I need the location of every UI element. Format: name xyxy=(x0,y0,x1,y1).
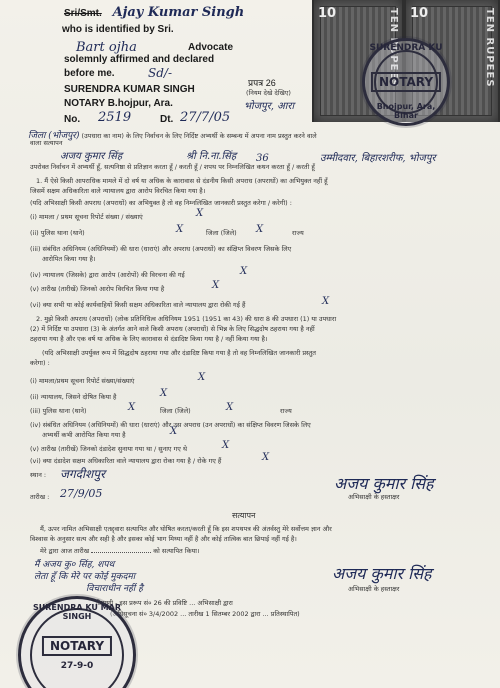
para-2e: करेगा) : xyxy=(30,359,50,367)
rule-ref: (नियम देखे देखिए) xyxy=(246,89,291,97)
handwritten-note-3: विचाराधीन नहीं है xyxy=(86,584,143,594)
notary-seal-top xyxy=(362,38,450,126)
x-mark: X xyxy=(198,372,206,383)
sub-item-iv: (iv) संबंधित अधिनियम (अधिनियमों) की धारा (धाराएं) और उस अपराध (उन अपराधों) का संक्षिप्त विवरण जिसके लिए xyxy=(30,421,311,429)
hand-candidate: जिला (भोजपुर) xyxy=(28,131,80,141)
para-1c: (यदि अभिसाक्षी किसी अपराध (अपराधों) का अभियुक्त है तो वह निम्नलिखित जानकारी प्रस्तुत करेगा / करेगी) : xyxy=(30,199,292,207)
x-mark: X xyxy=(170,426,178,437)
item-i: (i) मामला / प्रथम सूचना रिपोर्ट संख्या / संख्याएं xyxy=(30,213,143,221)
seal-notary-box: NOTARY xyxy=(371,72,441,92)
date-hand: 27/9/05 xyxy=(60,487,103,500)
deponent-signature: अजय कुमार सिंह xyxy=(334,474,434,493)
item-v: (v) तारीख (तारीखें) जिनको आरोप विरचित किया गया है xyxy=(30,285,165,293)
seal-top-text: SURENDRA KU xyxy=(369,43,443,53)
para-2d: (यदि अभिसाक्षी उपर्युक्त रूप में सिद्धदोष ठहराया गया और दंडादिष्ट किया गया है तो वह निम्नलिखित जानकारी प्रस्तुत xyxy=(42,349,317,357)
para-1b: जिसमें सक्षम अधिकारिता वाले न्यायालय द्वारा आरोप विरचित किया गया है। xyxy=(30,187,206,195)
sub-item-iii: (iii) पुलिस थाना (थाने) xyxy=(30,407,87,415)
item-ii-c: राज्य xyxy=(292,229,304,237)
sub-item-ii: (ii) न्यायालय, जिसने दोषित किया है xyxy=(30,393,117,401)
line-identified: who is identified by Sri. xyxy=(62,24,174,35)
line-before-me: before me. xyxy=(64,68,115,79)
stamp-text: TEN RUPEES xyxy=(388,8,399,88)
verification-2: विश्वास के अनुसार सत्य और सही है और इसका कोई भाग मिथ्या नहीं है और कोई तात्विक बात छिपाई नहीं गई है। xyxy=(30,535,297,543)
seal-date: 27-9-0 xyxy=(60,661,94,671)
handwritten-note-1: मैं अजय कु० सिंह, शपथ xyxy=(34,560,115,570)
x-mark: X xyxy=(256,224,264,235)
signature-label: अभिसाक्षी के हस्ताक्षर xyxy=(348,493,400,501)
para-2b: (2) में निर्दिष्ट या उपधारा (3) के अंतर्गत आने वाले किसी अपराध (अपराधों) से भिन्न के लिए सिद्धदोष ठहराया गया है नहीं xyxy=(30,325,315,333)
footnote-2: (अधिसूचना सं० 3/4/2002 ... तारीख 1 सितम्बर 2002 द्वारा ... प्रतिस्थापित) xyxy=(110,610,300,618)
seal-bottom-text: Bhojpur, Ara, Bihar xyxy=(376,102,436,120)
hand-address: उम्मीदवार, बिहारशरीफ, भोजपुर xyxy=(320,153,436,164)
item-iv: (iv) न्यायालय (जिसके) द्वारा आरोप (आरोपों) की विरचना की गई xyxy=(30,271,185,279)
sub-item-vi: (vi) क्या दंडादेश सक्षम अधिकारिता वाले न्यायालय द्वारा रोका गया है / रोके गए हैं xyxy=(30,457,222,465)
x-mark: X xyxy=(322,296,330,307)
x-mark: X xyxy=(226,402,234,413)
item-iii: (iii) संबंधित अधिनियम (अधिनियमों) की धारा (धाराएं) और अपराध (अपराधों) का संक्षिप्त विवरण जिसके लिए xyxy=(30,245,292,253)
line-sri: Sri/Smt. Ajay Kumar Singh xyxy=(64,5,245,20)
hand-father: श्री नि.ना.सिंह xyxy=(186,151,237,162)
stamp-value: 10 xyxy=(410,6,429,21)
sub-item-iii-c: राज्य xyxy=(280,407,292,415)
hand-name: अजय कुमार सिंह xyxy=(60,151,123,162)
item-ii-b: जिला (जिले) xyxy=(206,229,237,237)
no-label: No. xyxy=(64,114,81,125)
verification-3: मेरे द्वारा आज तारीख को सत्यापित किया। xyxy=(40,547,200,555)
place-label: स्थान : xyxy=(30,471,47,479)
footnote-1: टिप्पणी - इस प्ररूप सं० 26 की प्रविष्टि ... अभिसाक्षी द्वारा xyxy=(96,599,233,607)
sub-item-iii-b: जिला (जिले) xyxy=(160,407,191,415)
identifier-name: Bart ojha xyxy=(76,40,137,55)
sub-item-i: (i) मामला/प्रथम सूचना रिपोर्ट संख्या/संख्याएं xyxy=(30,377,135,385)
para-2c: ठहराया गया है और एक वर्ष या अधिक के लिए कारावास से दंडादिष्ट किया गया है / नहीं किया गया है। xyxy=(30,335,268,343)
notary-seal-bottom xyxy=(18,596,136,688)
item-vi: (vi) क्या सभी या कोई कार्यवाहियों किसी सक्षम अधिकारिता वाले न्यायालय द्वारा रोकी गई हैं xyxy=(30,301,246,309)
form-number: प्रपत्र 26 xyxy=(248,78,276,88)
x-mark: X xyxy=(160,388,168,399)
intro-line: जिला (भोजपुर) (उपधारा का नाम) के लिए निर्वाचन के लिए निर्दिष्ट अभ्यर्थी के सम्बन्ध में अपना नाम प्रस्तुत करने वाले xyxy=(28,131,317,141)
x-mark: X xyxy=(212,280,220,291)
hand-age: 36 xyxy=(256,153,269,164)
seal-notary-box: NOTARY xyxy=(42,636,112,656)
deponent-name: Ajay Kumar Singh xyxy=(112,5,245,20)
handwritten-note-2: लेता हूँ कि मेरे पर कोई मुकदमा xyxy=(34,572,136,582)
stamp-value: 10 xyxy=(318,6,337,21)
item-ii: (ii) पुलिस थाना (थाने) xyxy=(30,229,85,237)
seal-top-text: SURENDRA KU MAR SINGH xyxy=(32,603,121,621)
x-mark: X xyxy=(128,402,136,413)
line-solemnly: solemnly affirmed and declared xyxy=(64,54,215,65)
intro-line-2: वाला सत्यापन xyxy=(30,139,63,147)
para-1: 1. मैं ऐसे किसी आपराधिक मामले में दो वर्ष या अधिक के कारावास से दंडनीय किसी अपराध (अपराधों) का अभियुक्त नहीं हूँ xyxy=(36,177,328,185)
x-mark: X xyxy=(222,440,230,451)
stamp-text: TEN RUPEES xyxy=(484,8,495,88)
sub-item-v: (v) तारीख (तारीखें) जिनको दंडादेश सुनाया गया था / सुनाए गए थे xyxy=(30,445,188,453)
notary-name: SURENDRA KUMAR SINGH xyxy=(64,84,195,95)
verification-1: मैं, ऊपर नामित अभिसाक्षी एतद्द्वारा सत्यापित और घोषित करता/करती हूँ कि इस शपथपत्र की अंतर्वस्तु मेरे सर्वोत्तम ज्ञान और xyxy=(40,525,332,533)
x-mark: X xyxy=(176,224,184,235)
notary-place: NOTARY B.hojpur, Ara. xyxy=(64,98,173,109)
deponent-signature-2: अजय कुमार सिंह xyxy=(332,564,432,583)
place-hand: जगदीशपुर xyxy=(60,467,106,481)
line-advocate: Advocate xyxy=(188,42,234,53)
district-hand: भोजपुर, आरा xyxy=(244,101,295,112)
notary-initials: Sd/- xyxy=(148,66,172,80)
x-mark: X xyxy=(240,266,248,277)
reg-number: 2519 xyxy=(98,110,132,125)
verification-title: सत्यापन xyxy=(232,511,256,520)
reg-date: 27/7/05 xyxy=(180,110,231,125)
x-mark: X xyxy=(196,208,204,219)
item-iii-b: आरोपित किया गया है। xyxy=(42,255,96,263)
para-2: 2. मुझे किसी अपराध (अपराधों) (लोक प्रतिनिधित्व अधिनियम 1951 (1951 का 43) की धारा 8 की उपधारा (1) या उपधारा xyxy=(36,315,337,323)
signature-label-2: अभिसाक्षी के हस्ताक्षर xyxy=(348,585,400,593)
sub-item-iv-b: अभ्यर्थी कभी आरोपित किया गया है xyxy=(42,431,126,439)
x-mark: X xyxy=(262,452,270,463)
dt-label: Dt. xyxy=(160,114,174,125)
date-label: तारीख : xyxy=(30,493,50,501)
line-a: उपरोक्त निर्वाचन में अभ्यर्थी हूँ, सत्यनिष्ठा से प्रतिज्ञान करता हूँ / करती हूँ / शपथ पर निम्नलिखित कथन करता हूँ / करती हूँ xyxy=(30,163,315,171)
